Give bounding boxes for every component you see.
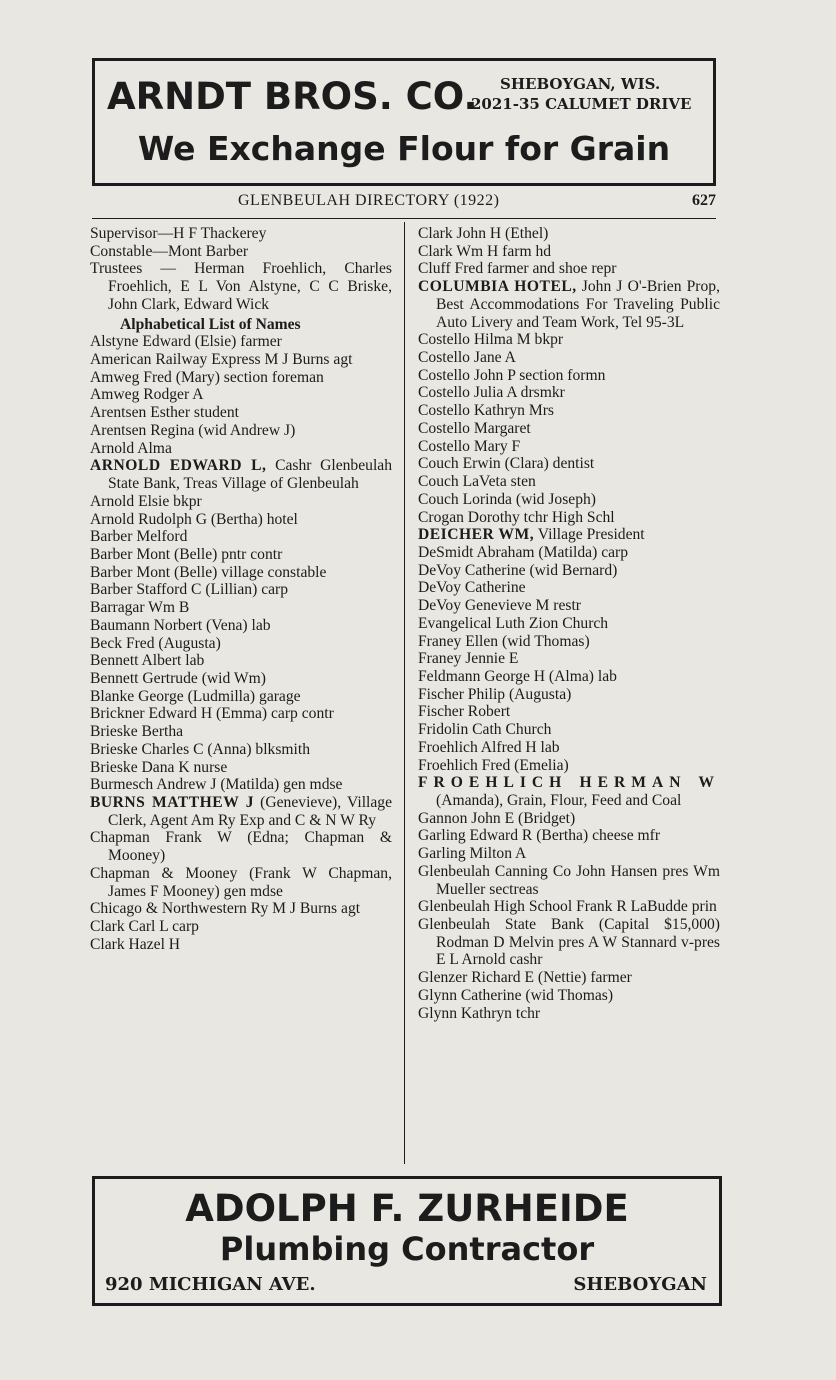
directory-entry	[90, 670, 392, 688]
directory-entry	[90, 741, 392, 759]
entry-name: COLUMBIA HOTEL,	[418, 278, 577, 296]
left-column	[90, 225, 392, 953]
entry-text: Blanke George (Ludmilla) garage	[90, 687, 301, 705]
entry-text: Brieske Bertha	[90, 723, 184, 741]
directory-entry	[418, 987, 720, 1005]
directory-entry	[418, 863, 720, 898]
entry-text: Glenbeulah Canning Co John Hansen pres Wm Mueller sectreas	[418, 862, 720, 898]
directory-entry	[418, 650, 720, 668]
directory-entry	[418, 757, 720, 775]
directory-entry	[418, 349, 720, 367]
directory-entry	[418, 278, 720, 331]
entry-text: Arnold Elsie bkpr	[90, 492, 202, 510]
entry-text: Couch LaVeta sten	[418, 473, 536, 491]
entry-text: Glenbeulah State Bank (Capital $15,000) Rodman D Melvin pres A W Stannard v-pres E L Arnold cashr	[418, 916, 720, 969]
directory-entry	[90, 404, 392, 422]
directory-entry	[90, 457, 392, 492]
advertiser-name: ADOLPH F. ZURHEIDE	[185, 1187, 629, 1230]
entry-name: DEICHER WM,	[418, 526, 535, 544]
directory-entry	[418, 597, 720, 615]
entry-text: Franey Jennie E	[418, 650, 519, 668]
entry-text: Glynn Kathryn tchr	[418, 1004, 541, 1022]
entry-text: Brickner Edward H (Emma) carp contr	[90, 705, 334, 723]
entry-text: Costello John P section formn	[418, 366, 606, 384]
left-entry-list	[90, 333, 392, 953]
entry-text: Barber Mont (Belle) village constable	[90, 563, 327, 581]
advertiser-slogan: We Exchange Flour for Grain	[137, 129, 671, 168]
entry-text: American Railway Express M J Burns agt	[90, 351, 353, 369]
entry-text: Couch Erwin (Clara) dentist	[418, 455, 595, 473]
entry-text: Costello Jane A	[418, 349, 516, 367]
directory-entry	[90, 422, 392, 440]
directory-entry	[418, 225, 720, 243]
directory-entry	[418, 491, 720, 509]
entry-text: Cashr Glenbeulah State Bank, Treas Village of Glenbeulah	[108, 457, 392, 493]
directory-entry	[90, 493, 392, 511]
directory-entry	[90, 440, 392, 458]
entry-text: DeVoy Genevieve M restr	[418, 597, 581, 615]
entry-text: Costello Julia A drsmkr	[418, 384, 565, 402]
directory-entry	[90, 546, 392, 564]
directory-entry	[418, 633, 720, 651]
entry-text: Baumann Norbert (Vena) lab	[90, 616, 271, 634]
directory-entry	[90, 564, 392, 582]
directory-entry	[90, 936, 392, 954]
directory-entry	[90, 528, 392, 546]
directory-entry	[418, 473, 720, 491]
directory-entry	[90, 705, 392, 723]
entry-text: Barber Melford	[90, 528, 188, 546]
entry-text: Bennett Gertrude (wid Wm)	[90, 669, 266, 687]
running-head: GLENBEULAH DIRECTORY (1922)	[238, 192, 500, 209]
entry-text: Alstyne Edward (Elsie) farmer	[90, 333, 282, 351]
entry-text: Cluff Fred farmer and shoe repr	[418, 260, 617, 278]
directory-entry	[418, 827, 720, 845]
official-entry: Supervisor—H F Thackerey	[90, 225, 267, 242]
entry-text: Costello Margaret	[418, 419, 531, 437]
directory-entry	[418, 703, 720, 721]
entry-text: Froehlich Alfred H lab	[418, 738, 560, 756]
entry-text: Clark John H (Ethel)	[418, 225, 549, 242]
entry-name: FROEHLICH HERMAN W	[418, 774, 720, 792]
entry-name: ARNOLD EDWARD L,	[90, 457, 267, 475]
directory-entry	[418, 615, 720, 633]
entry-text: Brieske Charles C (Anna) blksmith	[90, 740, 311, 758]
entry-text: Costello Hilma M bkpr	[418, 331, 564, 349]
directory-entry	[90, 369, 392, 387]
entry-text: Barber Mont (Belle) pntr contr	[90, 545, 283, 563]
entry-text: DeSmidt Abraham (Matilda) carp	[418, 543, 629, 561]
entry-text: Beck Fred (Augusta)	[90, 634, 221, 652]
entry-text: Barber Stafford C (Lillian) carp	[90, 581, 289, 599]
column-divider	[404, 222, 405, 1164]
official-entry: Constable—Mont Barber	[90, 242, 249, 260]
official-entry: Trustees — Herman Froehlich, Charles Froehlich, E L Von Alstyne, C C Briske, John Clark, Edward Wick	[90, 260, 392, 313]
directory-entry	[90, 599, 392, 617]
directory-entry	[90, 865, 392, 900]
entry-text: Costello Mary F	[418, 437, 521, 455]
entry-text: Froehlich Fred (Emelia)	[418, 756, 569, 774]
directory-entry	[418, 721, 720, 739]
entry-text: Arentsen Esther student	[90, 404, 239, 422]
entry-text: Amweg Rodger A	[90, 386, 204, 404]
entry-text: Couch Lorinda (wid Joseph)	[418, 490, 596, 508]
directory-entry	[90, 900, 392, 918]
entry-text: Barragar Wm B	[90, 599, 190, 617]
entry-text: DeVoy Catherine (wid Bernard)	[418, 561, 618, 579]
directory-entry	[418, 384, 720, 402]
directory-entry	[90, 635, 392, 653]
directory-entry	[418, 739, 720, 757]
entry-text: Chicago & Northwestern Ry M J Burns agt	[90, 900, 361, 918]
entry-text: Gannon John E (Bridget)	[418, 809, 576, 827]
directory-entry	[418, 686, 720, 704]
entry-text: Glenzer Richard E (Nettie) farmer	[418, 969, 632, 987]
entry-text: Fischer Philip (Augusta)	[418, 685, 572, 703]
directory-entry	[418, 331, 720, 349]
directory-entry	[90, 829, 392, 864]
advertiser-name: ARNDT BROS. CO.	[107, 75, 478, 118]
advertiser-address: 2021-35 CALUMET DRIVE	[471, 95, 692, 113]
entry-text: Crogan Dorothy tchr High Schl	[418, 508, 615, 526]
entry-text: Glynn Catherine (wid Thomas)	[418, 986, 614, 1004]
directory-entry	[90, 652, 392, 670]
advertiser-address: 920 MICHIGAN AVE.	[105, 1274, 316, 1295]
directory-entry	[418, 810, 720, 828]
directory-entry	[90, 511, 392, 529]
entry-text: Arentsen Regina (wid Andrew J)	[90, 421, 296, 439]
entry-text: DeVoy Catherine	[418, 579, 526, 597]
entry-text: Bennett Albert lab	[90, 652, 205, 670]
right-column	[418, 225, 720, 1022]
entry-text: Clark Carl L carp	[90, 918, 199, 936]
entry-text: Costello Kathryn Mrs	[418, 402, 555, 420]
entry-text: Chapman & Mooney (Frank W Chapman, James F Mooney) gen mdse	[90, 864, 392, 900]
entry-text: Clark Hazel H	[90, 935, 181, 953]
directory-entry	[90, 918, 392, 936]
directory-entry	[418, 420, 720, 438]
entry-text: Chapman Frank W (Edna; Chapman & Mooney)	[90, 829, 392, 865]
entry-text: Clark Wm H farm hd	[418, 242, 552, 260]
section-heading: Alphabetical List of Names	[120, 315, 301, 333]
directory-entry	[418, 562, 720, 580]
top-advertisement	[92, 58, 716, 186]
directory-entry	[90, 723, 392, 741]
directory-entry	[418, 455, 720, 473]
directory-entry	[418, 774, 720, 809]
entry-text: Garling Milton A	[418, 845, 527, 863]
advertiser-city: SHEBOYGAN, WIS.	[500, 75, 661, 93]
entry-text: Arnold Rudolph G (Bertha) hotel	[90, 510, 298, 528]
entry-text: (Amanda), Grain, Flour, Feed and Coal	[436, 792, 682, 809]
right-entry-list	[418, 225, 720, 1022]
directory-entry	[90, 386, 392, 404]
directory-entry	[90, 617, 392, 635]
directory-entry	[418, 367, 720, 385]
header-rule	[92, 218, 716, 219]
advertiser-trade: Plumbing Contractor	[219, 1230, 595, 1268]
entry-text: Amweg Fred (Mary) section foreman	[90, 368, 324, 386]
entry-name: BURNS MATTHEW J	[90, 794, 254, 811]
directory-entry	[90, 776, 392, 794]
directory-entry	[90, 759, 392, 777]
directory-entry	[418, 260, 720, 278]
entry-text: Feldmann George H (Alma) lab	[418, 667, 617, 685]
entry-text: Evangelical Luth Zion Church	[418, 614, 609, 632]
entry-text: Arnold Alma	[90, 439, 172, 457]
entry-text: Fischer Robert	[418, 703, 511, 721]
entry-text: Fridolin Cath Church	[418, 721, 552, 739]
directory-entry	[418, 544, 720, 562]
directory-entry	[418, 898, 720, 916]
entry-text: Village President	[534, 526, 645, 544]
directory-entry	[418, 402, 720, 420]
entry-text: Franey Ellen (wid Thomas)	[418, 632, 590, 650]
directory-entry	[418, 845, 720, 863]
entry-text: Brieske Dana K nurse	[90, 758, 228, 776]
directory-entry	[418, 243, 720, 261]
directory-entry	[418, 916, 720, 969]
entry-text: John J O'-Brien Prop, Best Accommodations For Traveling Public Auto Livery and Team Work, Tel 95-3L	[436, 278, 720, 331]
directory-entry	[90, 688, 392, 706]
directory-entry	[418, 1005, 720, 1023]
entry-text: (Genevieve), Village Clerk, Agent Am Ry Exp and C & N W Ry	[108, 794, 392, 829]
directory-entry	[418, 579, 720, 597]
entry-text: Garling Edward R (Bertha) cheese mfr	[418, 827, 661, 845]
advertiser-city: SHEBOYGAN	[573, 1274, 707, 1295]
page-number: 627	[692, 192, 716, 209]
directory-entry	[418, 509, 720, 527]
directory-entry	[90, 794, 392, 829]
directory-entry	[418, 526, 720, 544]
entry-text: Burmesch Andrew J (Matilda) gen mdse	[90, 776, 343, 794]
entry-text: Glenbeulah High School Frank R LaBudde prin	[418, 898, 717, 916]
directory-entry	[90, 333, 392, 351]
directory-entry	[418, 438, 720, 456]
directory-entry	[418, 668, 720, 686]
directory-entry	[90, 581, 392, 599]
directory-entry	[418, 969, 720, 987]
bottom-advertisement	[92, 1176, 722, 1306]
directory-entry	[90, 351, 392, 369]
